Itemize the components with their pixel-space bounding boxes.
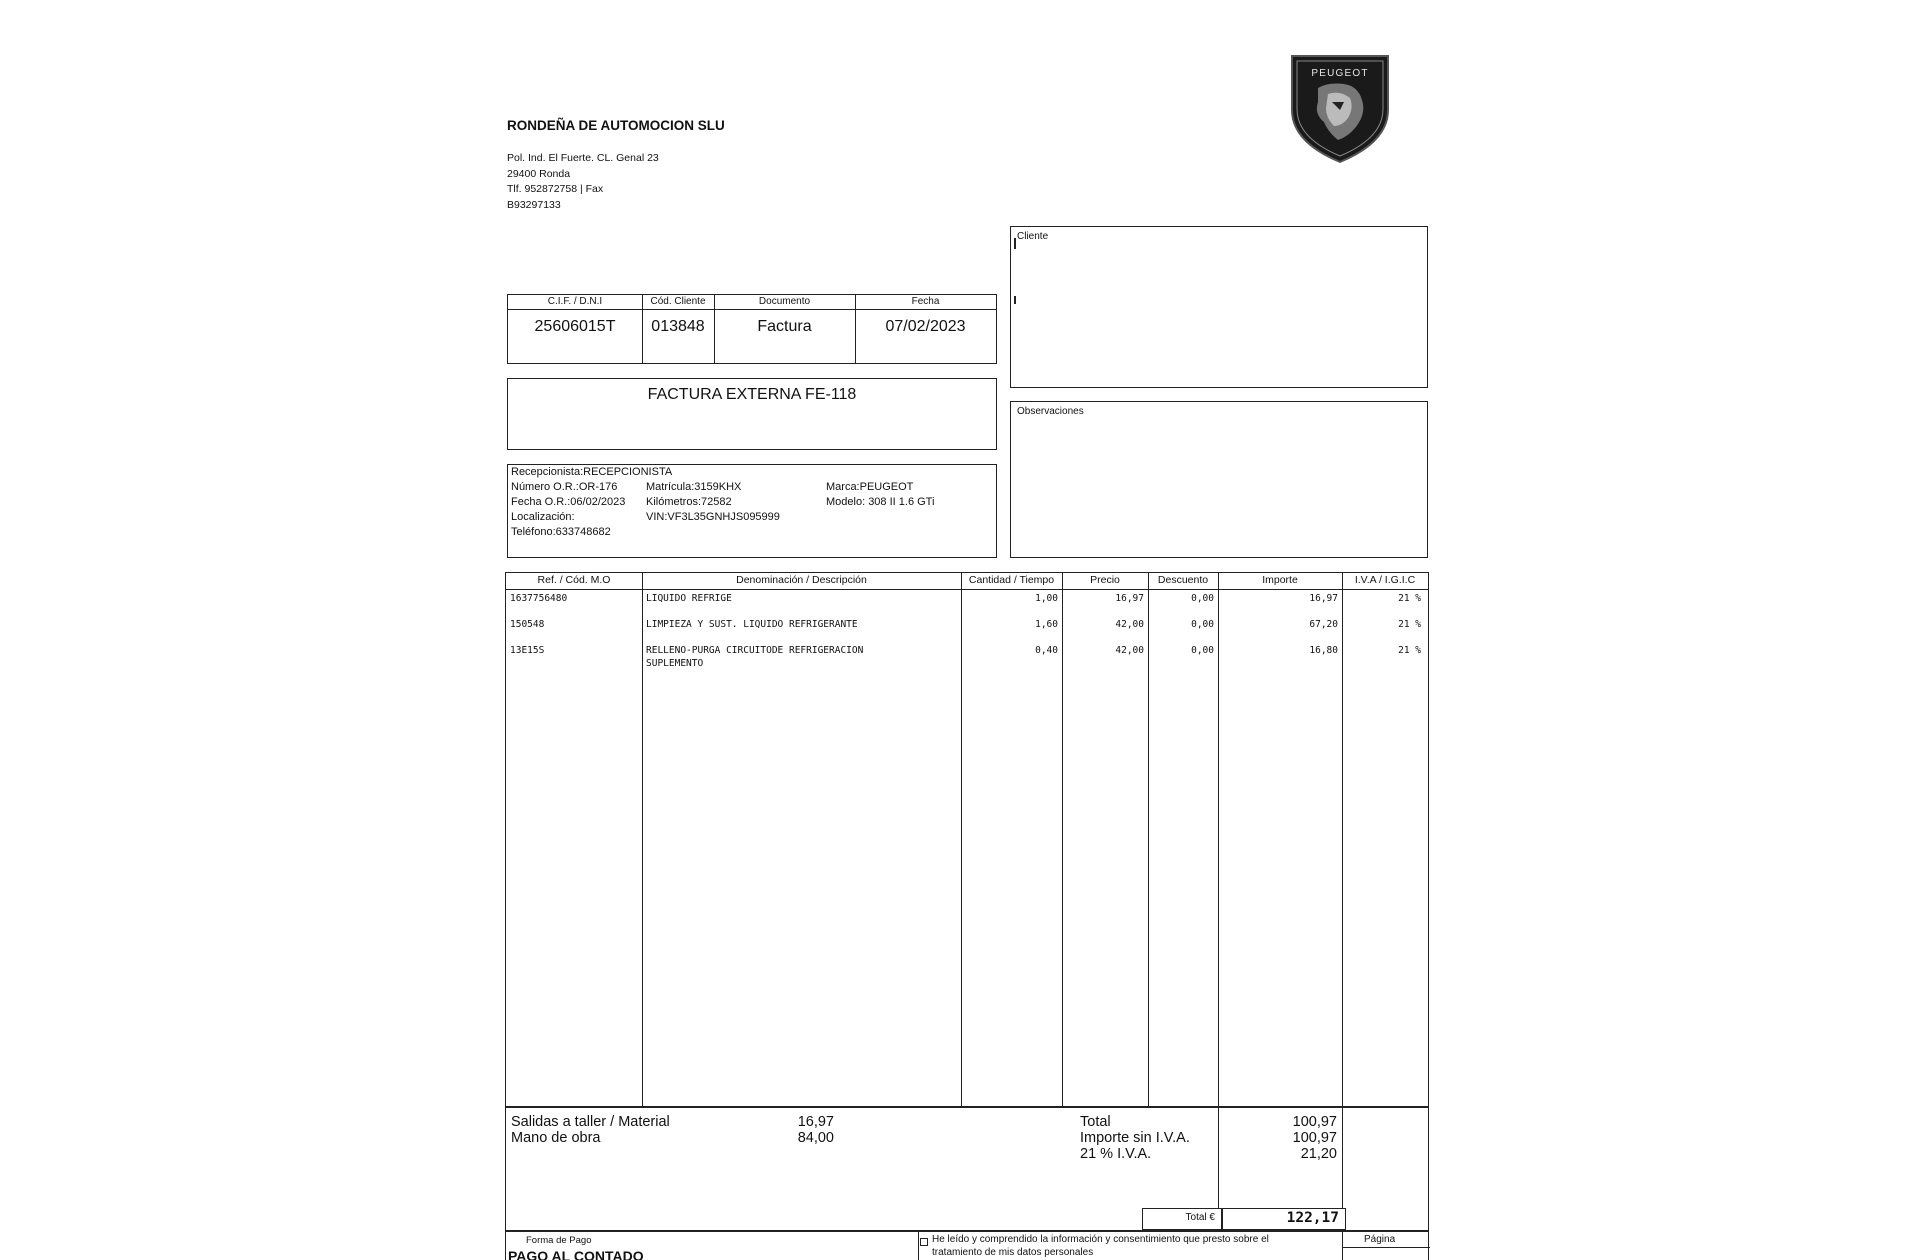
importe-sin-iva-label: Importe sin I.V.A. bbox=[1080, 1130, 1190, 1146]
cliente-label: Cliente bbox=[1017, 231, 1049, 242]
cliente-box bbox=[1010, 226, 1428, 388]
matricula: Matrícula:3159KHX bbox=[646, 481, 742, 493]
fecha-or: Fecha O.R.:06/02/2023 bbox=[511, 496, 626, 508]
column-divider bbox=[1342, 1232, 1343, 1260]
column-divider bbox=[918, 1232, 919, 1260]
kilometros: Kilómetros:72582 bbox=[646, 496, 732, 508]
localizacion: Localización: bbox=[511, 511, 575, 523]
tick-mark bbox=[1014, 296, 1016, 304]
row-iva: 21 % bbox=[1398, 619, 1421, 630]
row-description: LIMPIEZA Y SUST. LIQUIDO REFRIGERANTE bbox=[646, 619, 858, 630]
company-address-line: Pol. Ind. El Fuerte. CL. Genal 23 bbox=[507, 152, 659, 164]
row-precio: 42,00 bbox=[1115, 619, 1144, 630]
numero-or: Número O.R.:OR-176 bbox=[511, 481, 618, 493]
grand-total-box bbox=[1222, 1208, 1346, 1230]
row-importe: 67,20 bbox=[1309, 619, 1338, 630]
cantidad-header: Cantidad / Tiempo bbox=[968, 574, 1055, 586]
iva-label: 21 % I.V.A. bbox=[1080, 1146, 1152, 1162]
recepcionista: Recepcionista:RECEPCIONISTA bbox=[511, 466, 673, 478]
documento-value: Factura bbox=[757, 318, 812, 335]
company-address-line: Tlf. 952872758 | Fax bbox=[507, 183, 604, 195]
vin: VIN:VF3L35GNHJS095999 bbox=[646, 511, 780, 523]
row-cantidad: 1,60 bbox=[1035, 619, 1058, 630]
header-divider bbox=[506, 589, 1428, 590]
total-label: Total bbox=[1080, 1114, 1111, 1130]
peugeot-logo bbox=[1288, 52, 1392, 164]
consent-text-line2: tratamiento de mis datos personales bbox=[932, 1247, 1094, 1258]
summary-box bbox=[505, 1107, 1429, 1231]
modelo: Modelo: 308 II 1.6 GTi bbox=[826, 496, 935, 508]
id-table bbox=[507, 294, 997, 364]
pagina-label: Página bbox=[1364, 1234, 1396, 1245]
row-descuento: 0,00 bbox=[1191, 645, 1214, 656]
column-divider bbox=[642, 573, 643, 1108]
document-title-box bbox=[507, 378, 997, 450]
consent-checkbox[interactable] bbox=[920, 1238, 928, 1246]
total-euro-label: Total € bbox=[1185, 1212, 1215, 1223]
row-precio: 42,00 bbox=[1115, 645, 1144, 656]
vehicle-info-box bbox=[507, 464, 997, 558]
tick-mark bbox=[1014, 238, 1016, 249]
salidas-taller-value: 16,97 bbox=[797, 1114, 834, 1130]
observaciones-label: Observaciones bbox=[1017, 406, 1084, 417]
forma-pago-label: Forma de Pago bbox=[526, 1235, 592, 1246]
row-cantidad: 1,00 bbox=[1035, 593, 1058, 604]
marca: Marca:PEUGEOT bbox=[826, 481, 914, 493]
row-descuento: 0,00 bbox=[1191, 619, 1214, 630]
salidas-taller-label: Salidas a taller / Material bbox=[511, 1114, 670, 1130]
observaciones-box bbox=[1010, 401, 1428, 558]
consent-text-line1: He leído y comprendido la información y consentimiento que presto sobre el bbox=[932, 1234, 1269, 1245]
mano-obra-value: 84,00 bbox=[797, 1130, 834, 1146]
row-importe: 16,80 bbox=[1309, 645, 1338, 656]
cif-value: 25606015T bbox=[534, 318, 616, 335]
company-address-line: 29400 Ronda bbox=[507, 168, 571, 180]
document-title: FACTURA EXTERNA FE-118 bbox=[647, 386, 857, 403]
total-euro-box bbox=[1142, 1208, 1222, 1230]
codigo-cliente-value: 013848 bbox=[651, 318, 705, 335]
forma-pago-value: PAGO AL CONTADO bbox=[508, 1248, 644, 1260]
fecha-value: 07/02/2023 bbox=[885, 318, 966, 335]
row-ref: 13E15S bbox=[510, 645, 545, 656]
documento-header: Documento bbox=[714, 295, 855, 310]
row-precio: 16,97 bbox=[1115, 593, 1144, 604]
grand-total-value: 122,17 bbox=[1286, 1210, 1339, 1226]
codigo-cliente-header: Cód. Cliente bbox=[642, 295, 714, 310]
descuento-header: Descuento bbox=[1157, 574, 1209, 586]
row-description-line2: SUPLEMENTO bbox=[646, 658, 704, 669]
mano-obra-label: Mano de obra bbox=[511, 1130, 601, 1146]
row-ref: 150548 bbox=[510, 619, 545, 630]
iva-header: I.V.A / I.G.I.C bbox=[1354, 574, 1416, 586]
importe-header: Importe bbox=[1262, 574, 1298, 586]
ref-header: Ref. / Cód. M.O bbox=[537, 574, 611, 586]
row-iva: 21 % bbox=[1398, 593, 1421, 604]
logo-wordmark: PEUGEOT bbox=[1311, 68, 1369, 79]
row-description: RELLENO-PURGA CIRCUITODE REFRIGERACION bbox=[646, 645, 864, 656]
importe-sin-iva-value: 100,97 bbox=[1292, 1130, 1337, 1146]
descripcion-header: Denominación / Descripción bbox=[736, 574, 867, 586]
company-name: RONDEÑA DE AUTOMOCION SLU bbox=[507, 118, 725, 133]
footer-box bbox=[505, 1231, 1429, 1260]
telefono: Teléfono:633748682 bbox=[511, 526, 611, 538]
row-description: LIQUIDO REFRIGE bbox=[646, 593, 732, 604]
row-ref: 1637756480 bbox=[510, 593, 568, 604]
total-value: 100,97 bbox=[1292, 1114, 1337, 1130]
pagina-divider bbox=[1342, 1247, 1430, 1248]
cif-header: C.I.F. / D.N.I bbox=[508, 295, 642, 310]
row-descuento: 0,00 bbox=[1191, 593, 1214, 604]
precio-header: Precio bbox=[1090, 574, 1120, 586]
row-cantidad: 0,40 bbox=[1035, 645, 1058, 656]
items-table bbox=[505, 572, 1429, 1107]
column-divider bbox=[1342, 1108, 1343, 1208]
iva-value: 21,20 bbox=[1300, 1146, 1337, 1162]
row-iva: 21 % bbox=[1398, 645, 1421, 656]
row-importe: 16,97 bbox=[1309, 593, 1338, 604]
fecha-header: Fecha bbox=[855, 295, 996, 310]
company-cif: B93297133 bbox=[507, 199, 561, 211]
